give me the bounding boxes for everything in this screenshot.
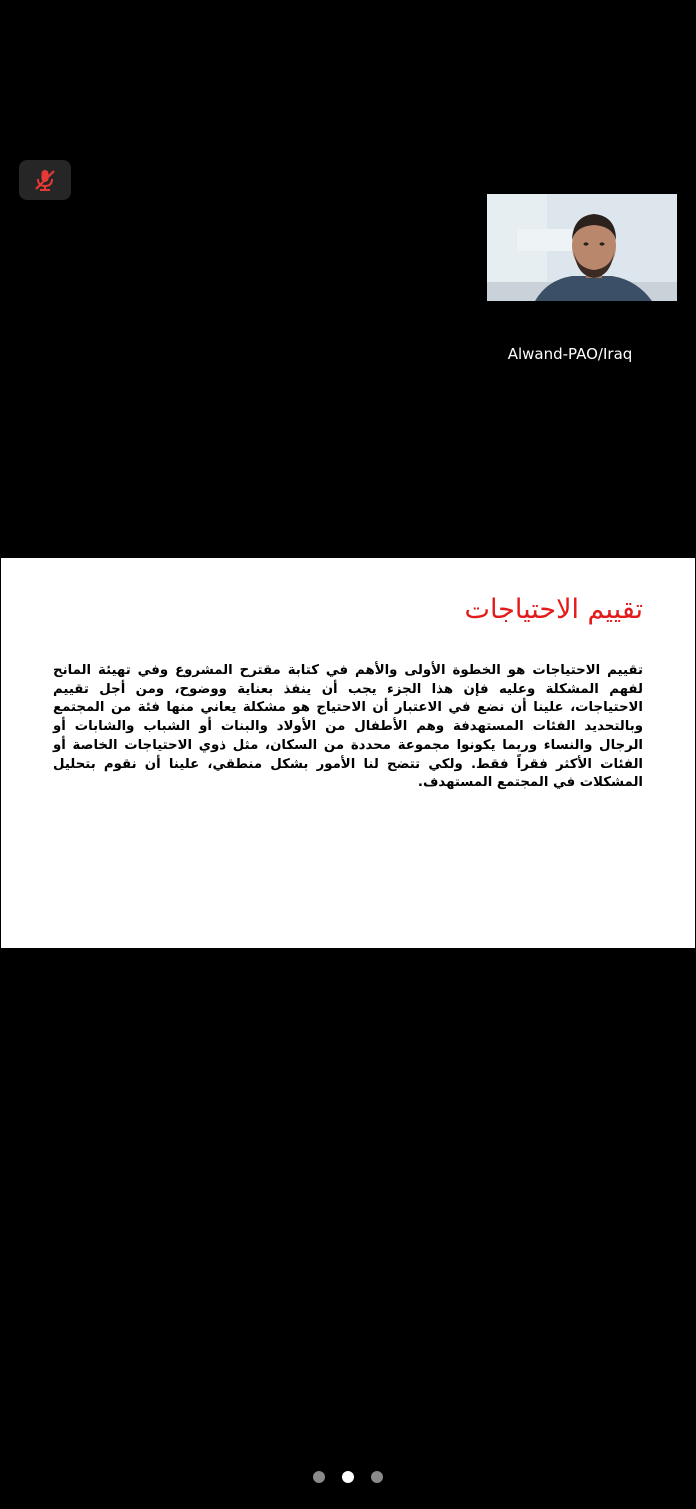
shared-slide xyxy=(1,558,695,948)
mute-microphone-button[interactable] xyxy=(19,160,71,200)
slide-title: تقييم الاحتياجات xyxy=(464,594,643,625)
participant-video-frame xyxy=(487,194,677,301)
page-dot-2-active[interactable] xyxy=(342,1471,354,1483)
participant-name-label: Alwand-PAO/Iraq xyxy=(507,345,633,363)
participant-video-tile[interactable] xyxy=(487,194,677,301)
microphone-muted-icon xyxy=(31,166,59,194)
page-indicator xyxy=(0,1471,696,1483)
page-dot-1[interactable] xyxy=(313,1471,325,1483)
slide-body-text: تقييم الاحتياجات هو الخطوة الأولى والأهم في كتابة مقترح المشروع وفي تهيئة المانح لفهم المشكلة وعليه فإن هذا الجزء يجب أن ينفذ بعناية ووضوح، ومن أجل تقييم الاحتياجات، علينا أن نضع في الاعتبار أن الاحتياج هو مشكلة يعاني منها فئة من المجتمع وبالتحديد الفئات المستهدفة وهم الأطفال من الأولاد والبنات أو الشباب والشابات أو الرجال والنساء وربما يكونوا مجموعة محددة من السكان، مثل ذوي الاحتياجات الخاصة أو الفئات الأكثر فقراً فقط. ولكي تتضح لنا الأمور بشكل منطقي، علينا أن نقوم بتحليل المشكلات في المجتمع المستهدف. xyxy=(53,663,643,791)
page-dot-3[interactable] xyxy=(371,1471,383,1483)
